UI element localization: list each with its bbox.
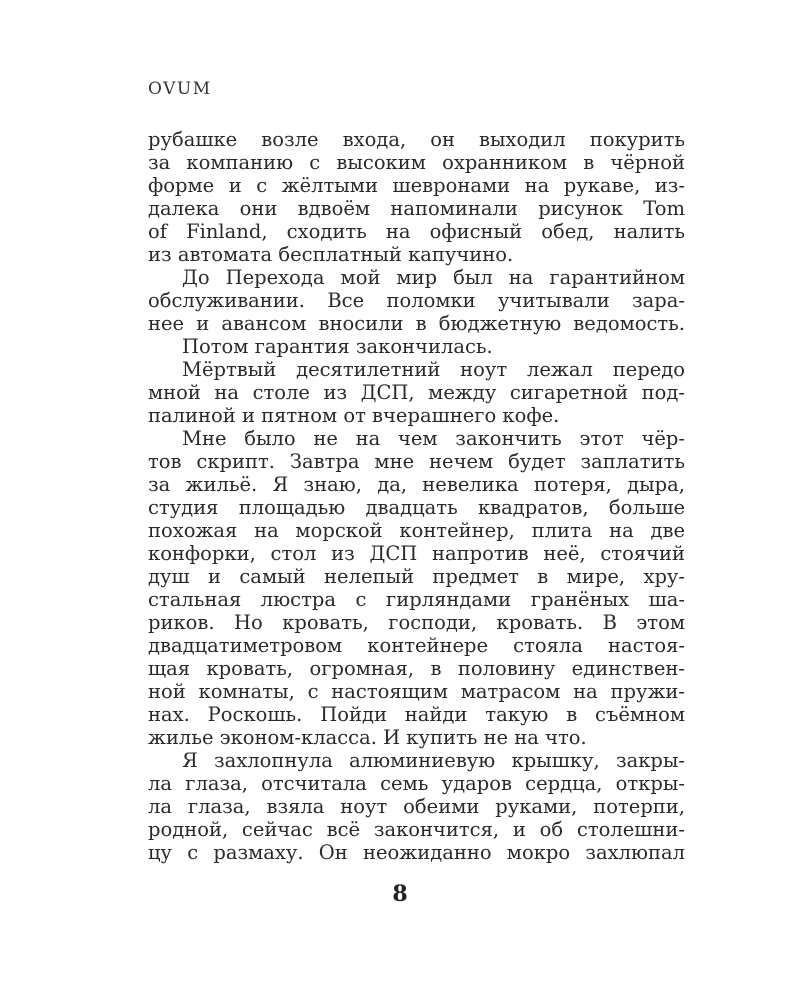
text-line: Потом гарантия закончилась. xyxy=(182,335,493,358)
text-line: обслуживании. Все поломки учитывали зара- xyxy=(148,289,685,312)
text-line: конфорки, стол из ДСП напротив неё, стоячий xyxy=(148,542,685,565)
body-text xyxy=(148,128,685,864)
text-line: форме и с жёлтыми шевронами на рукаве, из- xyxy=(148,174,685,197)
text-line: студия площадью двадцать квадратов, больше xyxy=(148,496,685,519)
text-line: нее и авансом вносили в бюджетную ведомость. xyxy=(148,312,685,335)
text-line: цу с размаху. Он неожиданно мокро захлюпал xyxy=(148,841,685,864)
text-line: за компанию с высоким охранником в чёрной xyxy=(148,151,685,174)
text-line: стальная люстра с гирляндами гранёных ша- xyxy=(148,588,685,611)
text-line: До Перехода мой мир был на гарантийном xyxy=(182,266,685,289)
text-line: ной комнаты, с настоящим матрасом на пружи- xyxy=(148,680,685,703)
text-line: щая кровать, огромная, в половину единствен- xyxy=(148,657,685,680)
page-number: 8 xyxy=(392,881,408,907)
text-line: палиной и пятном от вчерашнего кофе. xyxy=(148,404,560,427)
text-line: жилье эконом-класса. И купить не на что. xyxy=(148,726,587,749)
text-line: похожая на морской контейнер, плита на две xyxy=(148,519,685,542)
text-line: душ и самый нелепый предмет в мире, хру- xyxy=(148,565,685,588)
text-line: Мёртвый десятилетний ноут лежал передо xyxy=(182,358,685,381)
text-line: двадцатиметровом контейнере стояла настоя- xyxy=(148,634,685,657)
text-line: Я захлопнула алюминиевую крышку, закры- xyxy=(182,749,685,772)
text-line: of Finland, сходить на офисный обед, налить xyxy=(148,220,685,243)
text-line: ла глаза, отсчитала семь ударов сердца, откры- xyxy=(148,772,685,795)
text-line: нах. Роскошь. Пойди найди такую в съёмном xyxy=(148,703,685,726)
text-line: родной, сейчас всё закончится, и об столешни- xyxy=(148,818,685,841)
text-line: рубашке возле входа, он выходил покурить xyxy=(148,128,685,151)
text-line: из автомата бесплатный капучино. xyxy=(148,243,514,266)
text-line: Мне было не на чем закончить этот чёр- xyxy=(182,427,685,450)
text-line: далека они вдвоём напоминали рисунок Tom xyxy=(148,197,685,220)
text-line: за жильё. Я знаю, да, невелика потеря, дыра, xyxy=(148,473,685,496)
running-head: OVUM xyxy=(148,79,212,99)
text-line: риков. Но кровать, господи, кровать. В этом xyxy=(148,611,685,634)
text-line: ла глаза, взяла ноут обеими руками, потерпи, xyxy=(148,795,685,818)
text-line: тов скрипт. Завтра мне нечем будет заплатить xyxy=(148,450,685,473)
text-line: мной на столе из ДСП, между сигаретной под- xyxy=(148,381,685,404)
